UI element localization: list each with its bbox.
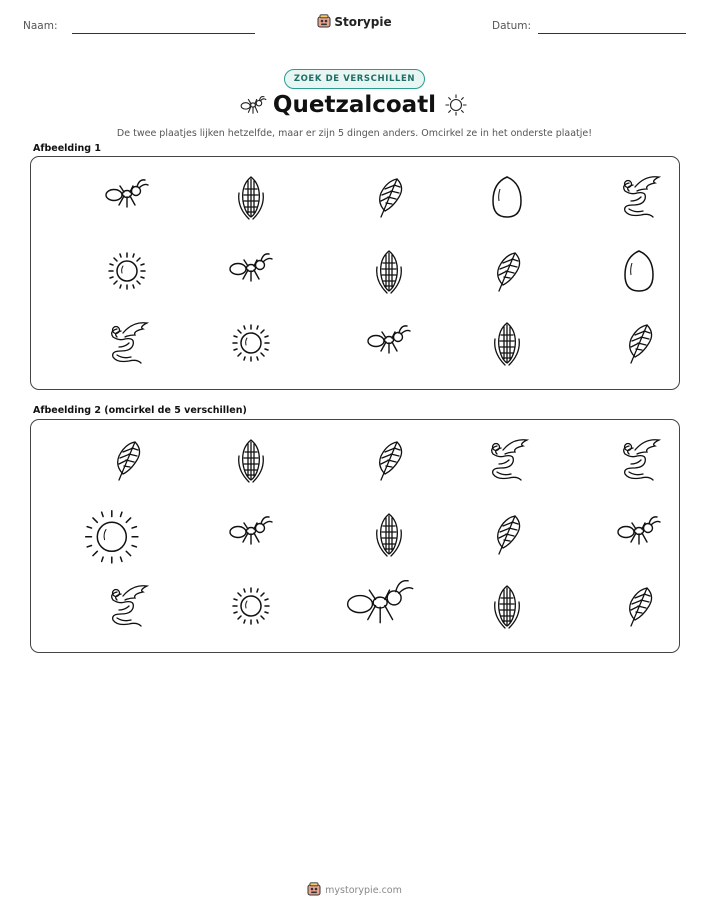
sun-icon[interactable] [227,582,275,630]
sun-icon[interactable] [77,502,147,572]
footer [0,882,709,896]
title-row [0,92,709,118]
feather-icon[interactable] [483,247,531,295]
ant-icon[interactable] [103,173,151,221]
ant-icon [238,94,268,116]
instructions: De twee plaatjes lijken hetzelfde, maar er zijn 5 dingen anders. Omcirkel ze in het onderste plaatje! [116,128,593,139]
feather-icon[interactable] [615,582,663,630]
date-line[interactable] [538,33,686,34]
serpent-icon[interactable] [615,173,663,221]
corn-icon[interactable] [365,510,413,558]
activity-badge: ZOEK DE VERSCHILLEN [284,69,425,89]
picture1-label: Afbeelding 1 [33,143,101,154]
sun-icon[interactable] [227,319,275,367]
date-label: Datum: [492,20,532,32]
corn-icon[interactable] [227,436,275,484]
corn-icon[interactable] [227,173,275,221]
ant-icon[interactable] [227,247,275,295]
serpent-icon[interactable] [615,436,663,484]
feather-icon[interactable] [615,319,663,367]
feather-icon[interactable] [103,436,151,484]
storypie-mascot-icon [317,14,331,28]
brand-name: Storypie [334,15,392,29]
serpent-icon[interactable] [483,436,531,484]
ant-icon[interactable] [227,510,275,558]
page-title: Quetzalcoatl [272,92,437,118]
storypie-logo [0,14,709,29]
serpent-icon[interactable] [103,319,151,367]
ant-icon[interactable] [365,319,413,367]
corn-icon[interactable] [365,247,413,295]
storypie-mascot-icon [307,882,321,896]
feather-icon[interactable] [365,173,413,221]
footer-url[interactable]: mystorypie.com [325,885,402,896]
picture2-panel [30,419,680,653]
ant-icon[interactable] [615,510,663,558]
sun-icon [441,94,471,116]
corn-icon[interactable] [483,582,531,630]
name-line[interactable] [72,33,255,34]
corn-icon[interactable] [483,319,531,367]
feather-icon[interactable] [483,510,531,558]
name-label: Naam: [23,20,58,32]
sun-icon[interactable] [103,247,151,295]
picture2-label: Afbeelding 2 (omcirkel de 5 verschillen) [33,405,247,416]
ant-icon[interactable] [343,570,417,644]
picture1-panel [30,156,680,390]
egg-icon[interactable] [483,173,531,221]
feather-icon[interactable] [365,436,413,484]
egg-icon[interactable] [615,247,663,295]
serpent-icon[interactable] [103,582,151,630]
